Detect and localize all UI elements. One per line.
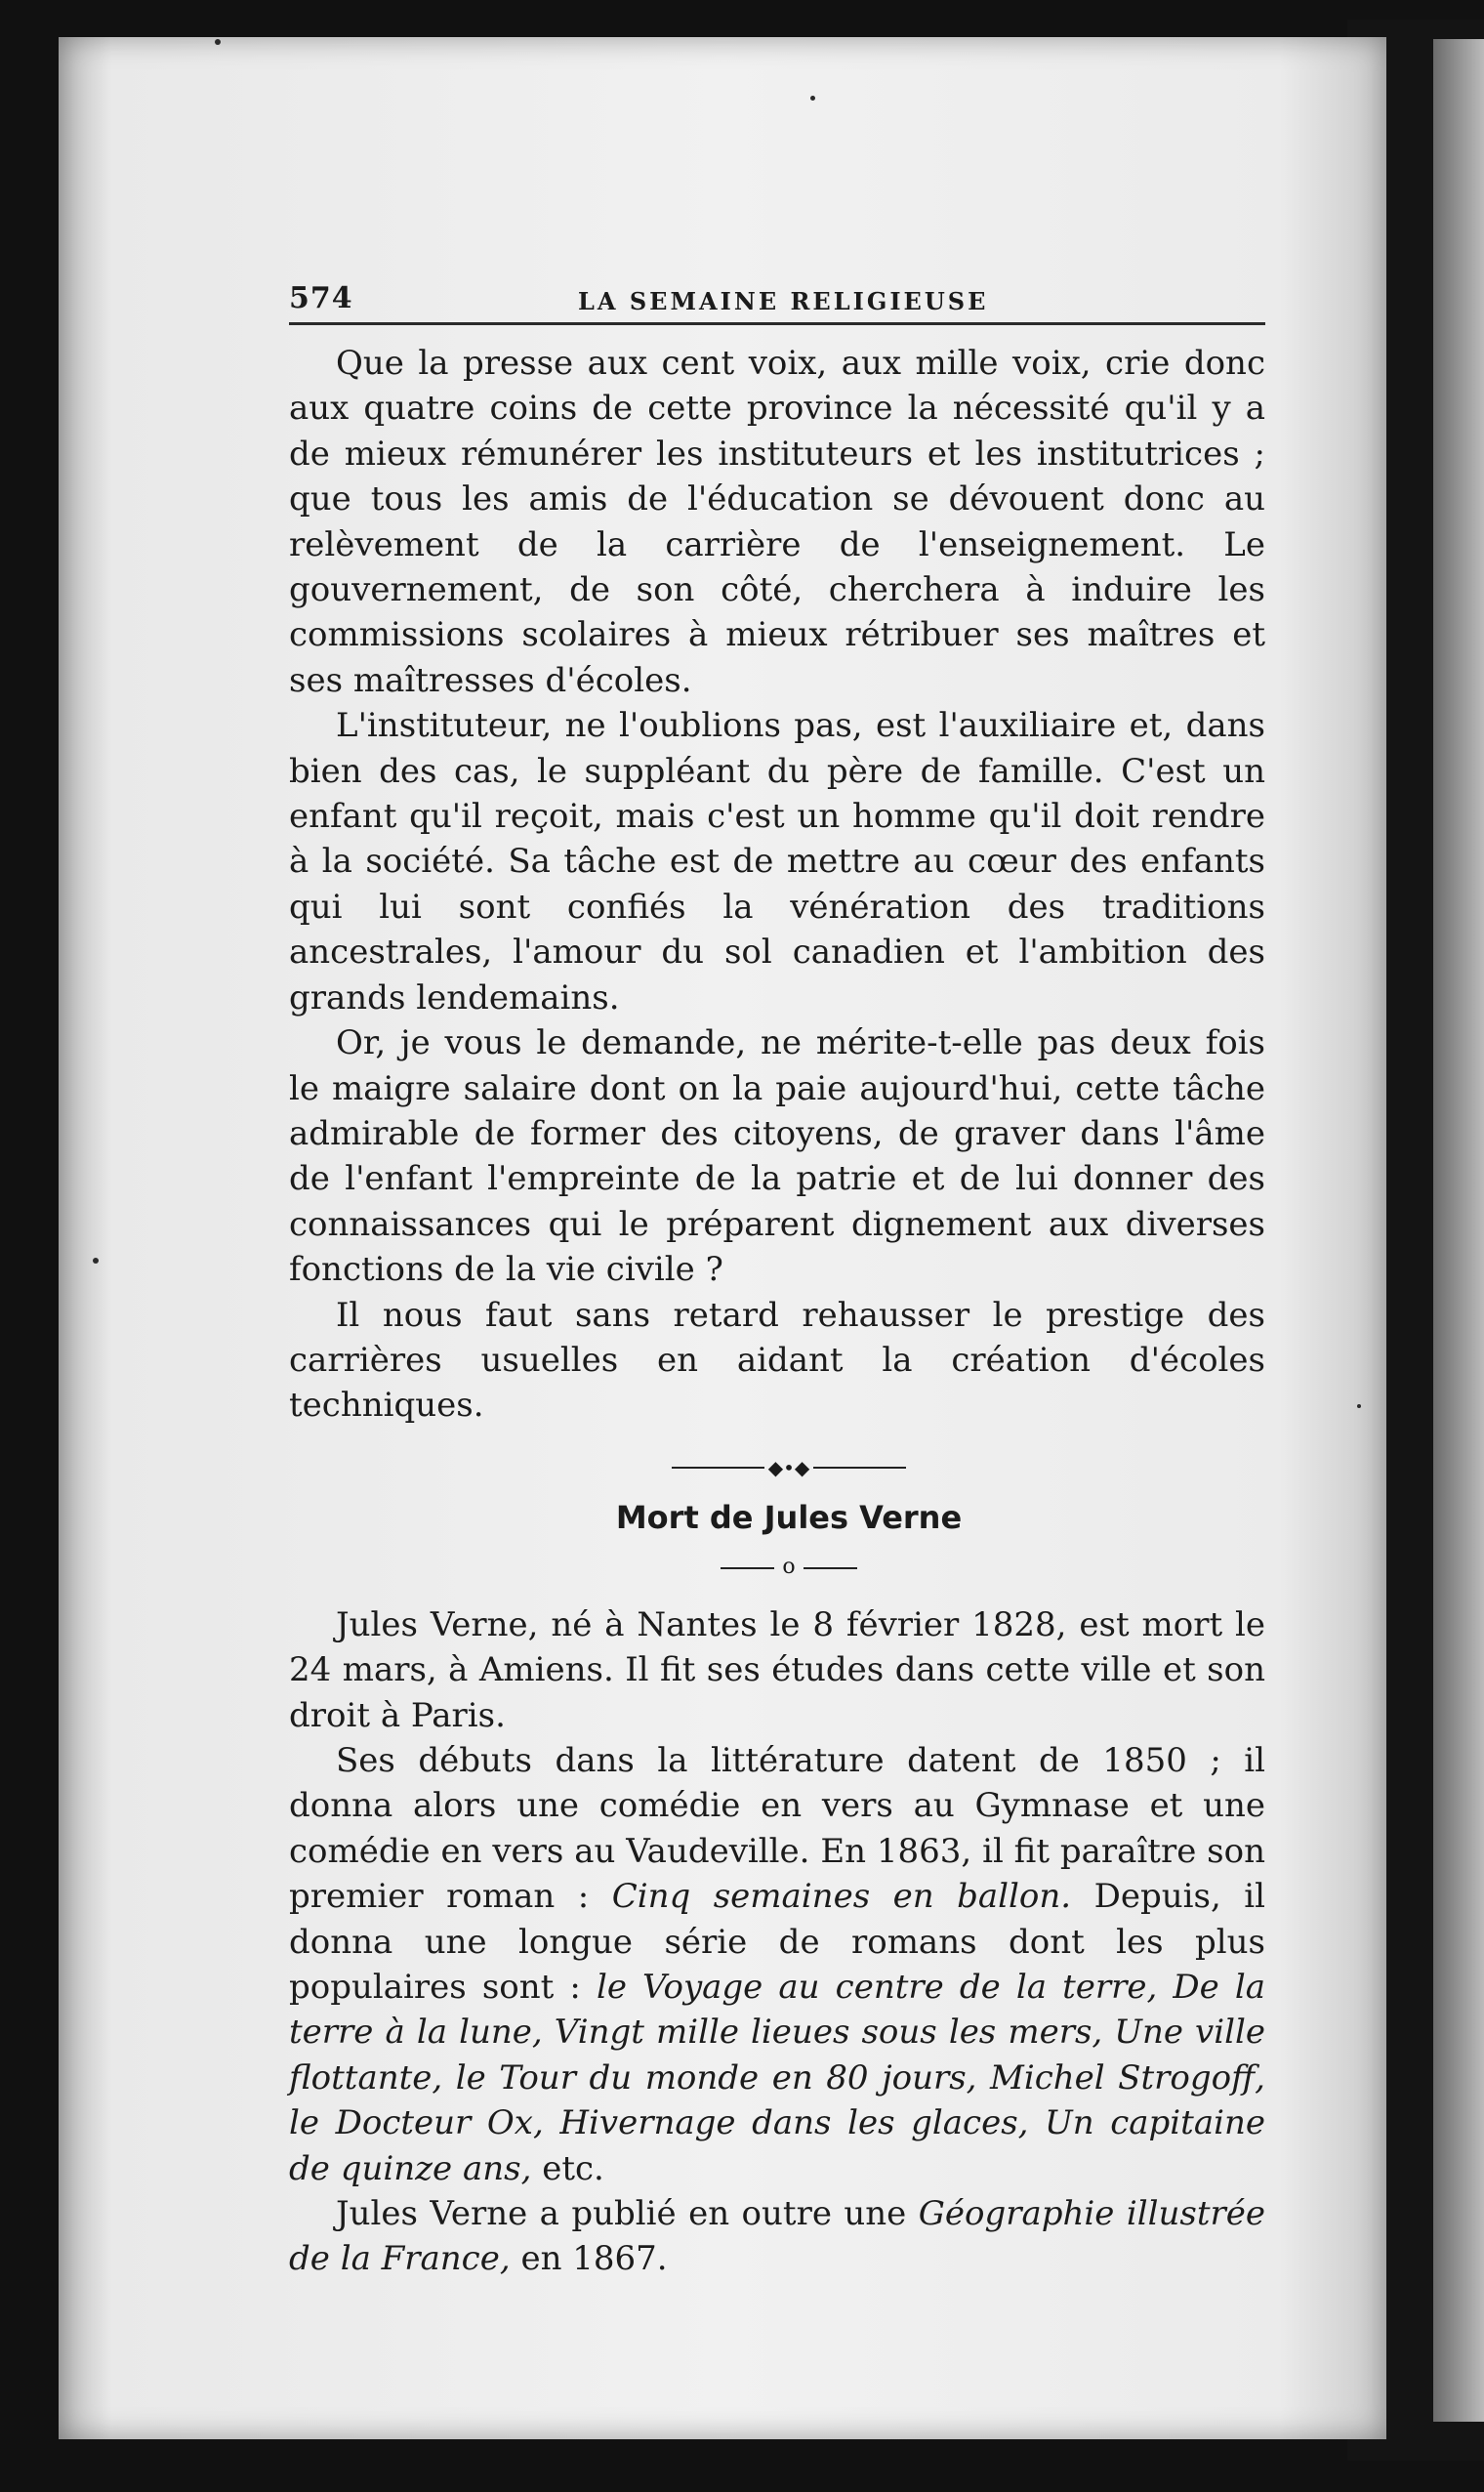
section-divider-ornament <box>672 1455 906 1479</box>
body-text-top <box>289 341 1265 1429</box>
book-titles-italic: le Voyage au centre de la terre, De la terre à la lune, Vingt mille lieues sous les mers, Une ville flottante, le Tour du monde en 80 jours, Michel Strogoff, le Docteur Ox, Hivernage dans les glaces, Un capitaine de quinze ans, <box>289 1968 1265 2188</box>
adjacent-page-edge <box>1433 39 1484 2422</box>
running-title: LA SEMAINE RELIGIEUSE <box>578 287 989 315</box>
dust-speck <box>93 1258 99 1264</box>
paragraph <box>289 1738 1265 2191</box>
header-rule <box>289 322 1265 325</box>
book-title-italic: Géographie illustrée de la France, <box>289 2194 1265 2279</box>
paragraph: Il nous faut sans retard rehausser le prestige des carrières usuelles en aidant la création d'écoles techniques. <box>289 1295 1265 1426</box>
page-number: 574 <box>289 281 353 315</box>
dust-speck <box>215 39 221 45</box>
text-run: Ses débuts dans la littérature datent de 1850 ; il donna alors une comédie en vers au Gymnase et une comédie en vers au Vaudeville. En 1863, il fit paraître son premier roman : <box>289 1740 1265 1917</box>
dust-speck <box>1357 1404 1361 1408</box>
page-content <box>289 273 1289 2282</box>
ornament-line <box>813 1467 906 1469</box>
title-rule <box>721 1554 857 1579</box>
paragraph: Or, je vous le demande, ne mérite-t-elle pas deux fois le maigre salaire dont on la paie aujourd'hui, cette tâche admirable de former des citoyens, de graver dans l'âme de l'enfant l'empreinte de la patrie et de lui donner des connaissances qui le préparent dignement aux diverses fonctions de la vie civile ? <box>289 1023 1265 1290</box>
section-title: Mort de Jules Verne <box>615 1498 963 1536</box>
text-run: etc. <box>531 2148 604 2188</box>
rule-line <box>721 1567 774 1569</box>
paragraph: Que la presse aux cent voix, aux mille voix, crie donc aux quatre coins de cette province la nécessité qu'il y a de mieux rémunérer les instituteurs et les institutrices ; que tous les amis de l'éducation se dévouent donc au relèvement de la carrière de l'enseignement. Le gouvernement, de son côté, cherchera à induire les commissions scolaires à mieux rétribuer ses maîtres et ses maîtresses d'écoles. <box>289 344 1265 700</box>
paragraph <box>289 2191 1265 2282</box>
text-run: en 1867. <box>510 2239 668 2279</box>
paragraph: L'instituteur, ne l'oublions pas, est l'auxiliaire et, dans bien des cas, le suppléant du père de famille. C'est un enfant qu'il reçoit, mais c'est un homme qu'il doit rendre à la société. Sa tâche est de mettre au cœur des enfants qui lui sont confiés la vénération des traditions ancestrales, l'amour du sol canadien et l'ambition des grands lendemains. <box>289 706 1265 1018</box>
running-head <box>289 273 1289 318</box>
text-run: Depuis, il donna une longue série de romans dont les plus populaires sont : <box>289 1877 1266 2007</box>
dust-speck <box>810 96 815 101</box>
text-run: Jules Verne a publié en outre une <box>336 2194 919 2234</box>
body-text-bottom <box>289 1602 1265 2282</box>
ornament-knot-icon: ◆•◆ <box>767 1455 810 1479</box>
book-title-italic: Cinq semaines en ballon. <box>611 1877 1072 1917</box>
ornament-line <box>672 1467 764 1469</box>
rule-line <box>804 1567 857 1569</box>
rule-mark: o <box>782 1554 796 1579</box>
paragraph: Jules Verne, né à Nantes le 8 février 1828, est mort le 24 mars, à Amiens. Il fit ses études dans cette ville et son droit à Paris. <box>289 1604 1265 1735</box>
